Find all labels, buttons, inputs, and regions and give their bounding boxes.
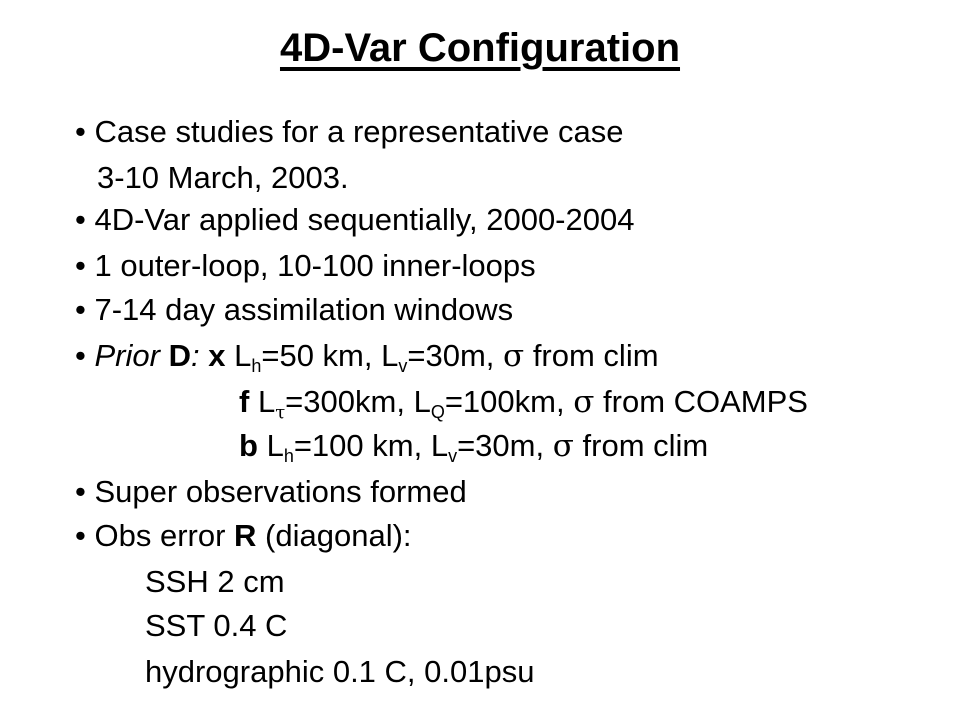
sigma-symbol: σ — [573, 384, 595, 420]
f-val-Q: =100km, — [444, 384, 565, 419]
f-L-2: L — [413, 384, 431, 419]
prior-f-label: f — [239, 384, 250, 419]
bullet-text: 7-14 day assimilation windows — [94, 292, 514, 327]
obs-ssh: SSH 2 cm — [145, 564, 285, 599]
x-L-2: L — [381, 338, 399, 373]
bullet-prior-d — [75, 338, 659, 374]
b-L-2: L — [430, 428, 449, 463]
b-val-h: =100 km, — [293, 428, 423, 463]
case-dates: 3-10 March, 2003. — [97, 160, 349, 195]
b-sub-h: h — [283, 446, 294, 466]
prior-x-label: x — [208, 338, 226, 373]
bullet-mark: • — [75, 474, 86, 509]
prior-word: Prior — [94, 338, 160, 373]
bullet-4dvar-sequential — [75, 202, 634, 238]
bullet-case-studies — [75, 114, 623, 150]
sigma-symbol: σ — [552, 428, 574, 464]
obs-post: (diagonal): — [265, 518, 412, 553]
b-val-v: =30m, — [457, 428, 545, 463]
f-val-tau: =300km, — [285, 384, 405, 419]
obs-hydrographic: hydrographic 0.1 C, 0.01psu — [145, 654, 535, 689]
obs-R: R — [234, 518, 257, 553]
b-sub-v: v — [448, 446, 458, 466]
x-L: L — [234, 338, 252, 373]
sigma-symbol: σ — [503, 338, 525, 374]
bullet-windows — [75, 292, 513, 328]
f-L: L — [257, 384, 276, 419]
bullet-text: Super observations formed — [94, 474, 467, 509]
bullet-text: 1 outer-loop, 10-100 inner-loops — [94, 248, 536, 283]
x-sub-v: v — [398, 356, 408, 376]
bullet-mark: • — [75, 338, 86, 373]
bullet-mark: • — [75, 518, 86, 553]
b-from: from clim — [582, 428, 709, 463]
b-L: L — [266, 428, 284, 463]
bullet-super-obs — [75, 474, 467, 510]
bullet-text: 4D-Var applied sequentially, 2000-2004 — [94, 202, 635, 237]
bullet-mark: • — [75, 292, 86, 327]
x-val-h: =50 km, — [261, 338, 373, 373]
prior-colon: : — [190, 338, 200, 373]
prior-b-label: b — [239, 428, 258, 463]
bullet-mark: • — [75, 114, 86, 149]
bullet-loops — [75, 248, 536, 284]
prior-b-line — [239, 428, 708, 464]
f-sub-tau: τ — [275, 402, 286, 423]
x-from: from clim — [532, 338, 659, 373]
x-val-v: =30m, — [407, 338, 495, 373]
prior-f-line — [239, 384, 808, 423]
page-title: 4D-Var Configuration — [279, 26, 681, 70]
f-sub-Q: Q — [430, 402, 445, 422]
bullet-mark: • — [75, 248, 86, 283]
x-sub-h: h — [251, 356, 262, 376]
f-from: from COAMPS — [603, 384, 808, 419]
obs-sst: SST 0.4 C — [145, 608, 288, 643]
bullet-text: Case studies for a representative case — [94, 114, 624, 149]
prior-d: D — [168, 338, 191, 373]
bullet-mark: • — [75, 202, 86, 237]
bullet-obs-error — [75, 518, 412, 554]
obs-pre: Obs error — [94, 518, 226, 553]
